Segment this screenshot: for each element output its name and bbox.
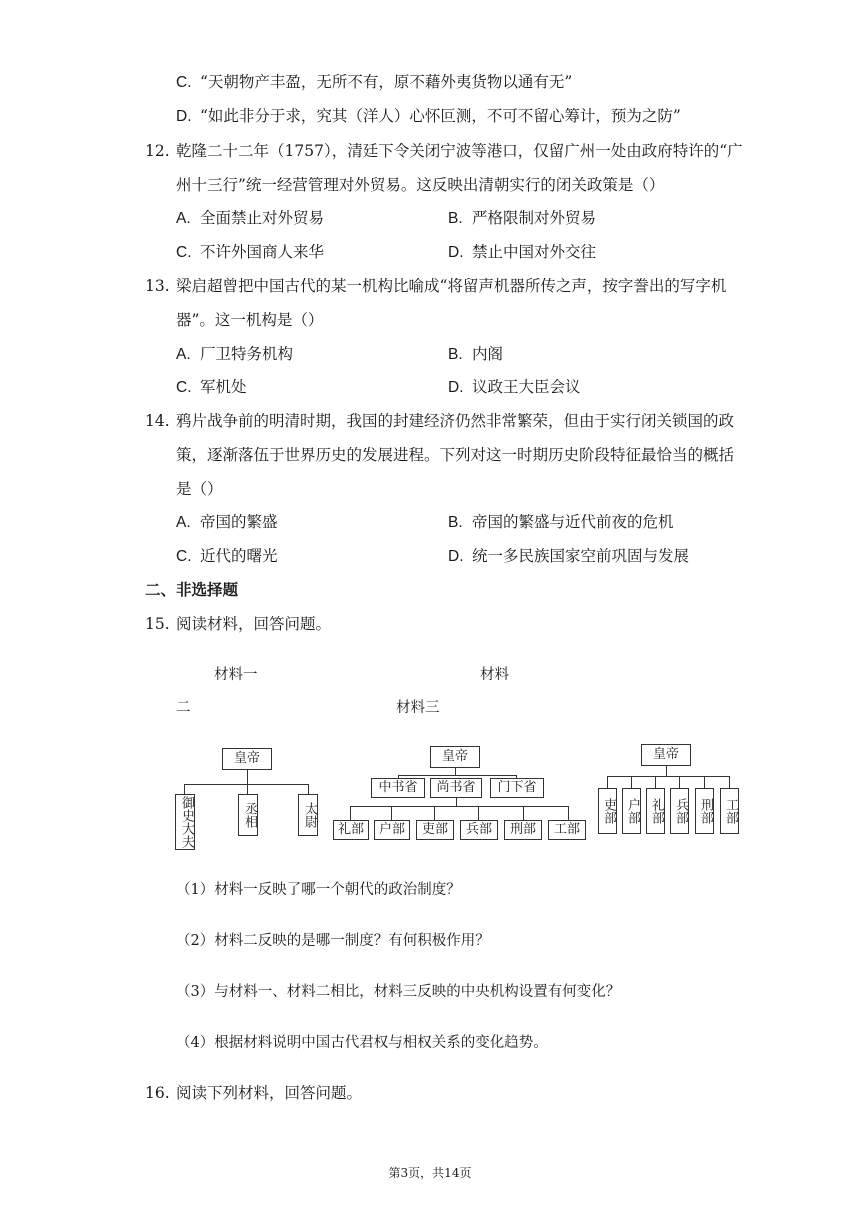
connector-line [568,806,569,820]
option-b [448,344,503,365]
department-box: 中书省 [371,778,425,798]
option-letter: A. [176,514,191,531]
question-text: 鸦片战争前的明清时期，我国的封建经济仍然非常繁荣，但由于实行闭关锁国的政 [176,412,735,430]
option-letter: D. [176,108,192,125]
question-number: 13. [145,277,170,295]
option-text: 严格限制对外贸易 [472,209,597,227]
connector-line [247,784,248,794]
official-box: 丞相 [238,794,258,836]
option-letter: B. [448,346,463,363]
question-number: 15. [145,615,170,633]
connector-line [350,806,568,807]
option-d [448,242,596,263]
department-box: 尚书省 [430,778,482,798]
option-letter: C. [176,244,192,261]
option-b [448,208,596,229]
question-number: 16. [145,1084,170,1102]
ministry-box: 礼部 [333,820,369,840]
option-text: 议政王大臣会议 [472,378,581,396]
connector-line [607,776,729,777]
connector-line [308,784,309,794]
option-a [176,512,278,533]
connector-line [478,806,479,820]
sub-question: （2）材料二反映的是哪一制度？有何积极作用？ [176,933,490,949]
connector-line [350,806,351,820]
ministry-box: 礼部 [646,788,665,834]
material-label: 材料三 [396,700,440,716]
option-c [176,377,247,398]
option-text: 全面禁止对外贸易 [200,209,325,227]
option-letter: D. [448,379,464,396]
connector-line [434,806,435,820]
material-label: 二 [176,700,191,716]
ministry-box: 吏部 [416,820,454,840]
question-text: 阅读材料，回答问题。 [176,615,332,633]
option-c-prev [176,72,572,93]
ministry-box: 工部 [548,820,586,840]
official-box: 太尉 [298,794,318,836]
option-text: 近代的曙光 [200,547,278,565]
question-text: 器”。这一机构是（） [176,311,324,329]
connector-line [666,766,667,776]
emperor-box: 皇帝 [430,746,480,768]
sub-question: （1）材料一反映了哪一个朝代的政治制度？ [176,882,461,898]
ministry-box: 户部 [622,788,641,834]
government-structure-diagram [170,740,750,860]
section-heading: 二、非选择题 [145,580,239,599]
sub-question: （3）与材料一、材料二相比，材料三反映的中央机构设置有何变化？ [176,984,621,1000]
question-text: 阅读下列材料，回答问题。 [176,1084,363,1102]
emperor-box: 皇帝 [641,744,691,766]
option-text: 不许外国商人来华 [200,243,325,261]
connector-line [184,784,185,794]
question-text: 是（） [176,480,223,498]
connector-line [391,806,392,820]
connector-line [247,770,248,784]
official-box: 御史大夫 [175,794,195,850]
connector-line [729,776,730,788]
connector-line [455,768,456,775]
connector-line [523,806,524,820]
option-text: 统一多民族国家空前巩固与发展 [472,547,690,565]
option-letter: D. [448,244,464,261]
option-c [176,546,278,567]
connector-line [655,776,656,788]
material-label: 材料 [480,667,509,683]
question-text: 乾隆二十二年（1757），清廷下令关闭宁波等港口，仅留广州一处由政府特许的“广 [176,142,743,160]
connector-line [679,776,680,788]
ministry-box: 吏部 [598,788,617,834]
page-footer: 第3页，共14页 [388,1166,472,1180]
option-text: 内阁 [472,345,504,363]
connector-line [398,775,516,776]
option-text: 帝国的繁盛与近代前夜的危机 [472,513,674,531]
option-text: “天朝物产丰盈，无所不有，原不藉外夷货物以通有无” [200,73,573,91]
option-d [448,377,581,398]
connector-line [184,784,308,785]
option-b [448,512,674,533]
connector-line [704,776,705,788]
option-letter: B. [448,210,463,227]
option-letter: C. [176,74,192,91]
option-letter: D. [448,548,464,565]
question-number: 12. [145,142,170,160]
question-text: 州十三行”统一经营管理对外贸易。这反映出清朝实行的闭关政策是（） [176,176,665,194]
ministry-box: 兵部 [460,820,498,840]
option-letter: A. [176,210,191,227]
department-box: 门下省 [490,778,544,798]
connector-line [607,776,608,788]
question-text: 梁启超曾把中国古代的某一机构比喻成“将留声机器所传之声，按字誊出的写字机 [176,277,727,295]
option-c [176,242,324,263]
connector-line [631,776,632,788]
material-label: 材料一 [214,667,258,683]
emperor-box: 皇帝 [222,748,272,770]
connector-line [456,798,457,806]
option-d [448,546,689,567]
option-a [176,208,324,229]
question-number: 14. [145,412,170,430]
option-a [176,344,293,365]
ministry-box: 户部 [374,820,410,840]
option-text: 军机处 [200,378,247,396]
option-letter: B. [448,514,463,531]
option-text: 帝国的繁盛 [200,513,278,531]
option-d-prev [176,106,681,127]
ministry-box: 刑部 [695,788,714,834]
sub-question: （4）根据材料说明中国古代君权与相权关系的变化趋势。 [176,1035,548,1051]
ministry-box: 刑部 [504,820,542,840]
option-letter: A. [176,346,191,363]
option-letter: C. [176,548,192,565]
option-text: “如此非分于求，究其（洋人）心怀叵测，不可不留心筹计，预为之防” [200,107,681,125]
ministry-box: 工部 [720,788,739,834]
option-letter: C. [176,379,192,396]
question-text: 策，逐渐落伍于世界历史的发展进程。下列对这一时期历史阶段特征最恰当的概括 [176,446,735,464]
option-text: 厂卫特务机构 [200,345,294,363]
ministry-box: 兵部 [670,788,689,834]
option-text: 禁止中国对外交往 [472,243,597,261]
